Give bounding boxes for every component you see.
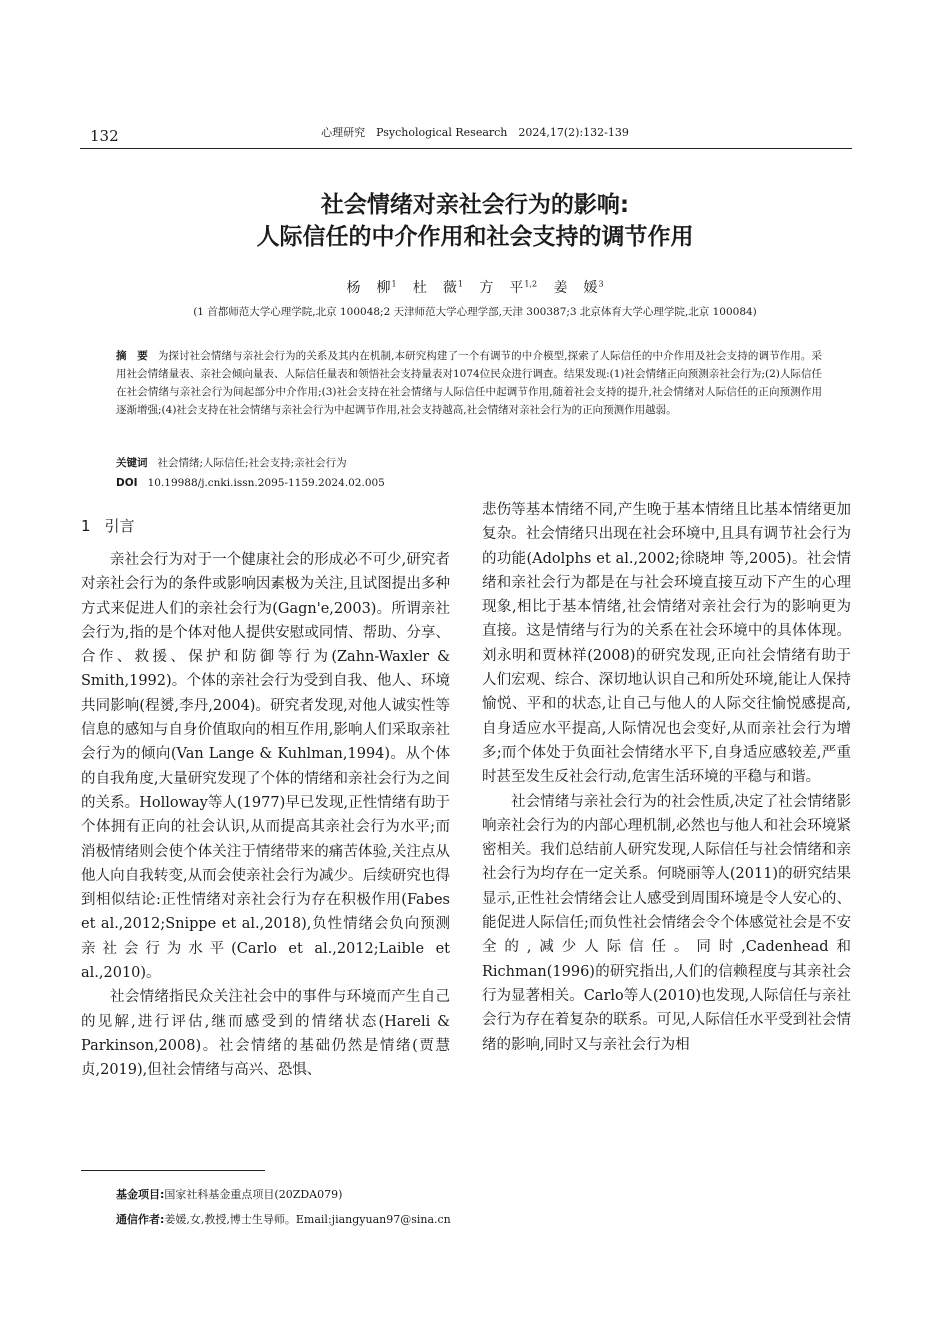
section-number: 1 [81, 517, 91, 535]
title-line-2: 人际信任的中介作用和社会支持的调节作用 [256, 224, 694, 250]
corr-label: 通信作者: [116, 1213, 165, 1226]
abstract-label: 摘 要 [116, 350, 148, 362]
author-name: 杨 柳 [346, 280, 392, 296]
author-name: 杜 薇 [412, 280, 458, 296]
header-rule [80, 148, 852, 149]
paragraph: 社会情绪指民众关注社会中的事件与环境而产生自己的见解,进行评估,继而感受到的情绪状态(Hareli & Parkinson,2008)。社会情绪的基础仍然是情绪(贾慧贞,2019),但社会情绪与高兴、恐惧、 [81, 989, 450, 1079]
footnote-rule [81, 1170, 265, 1171]
fund-text: 国家社科基金重点项目(20ZDA079) [164, 1188, 343, 1201]
corresponding-author-note [116, 1211, 451, 1227]
fund-note [116, 1186, 342, 1202]
keywords-label: 关键词 [116, 457, 148, 469]
affiliations: (1 首都师范大学心理学院,北京 100048;2 天津师范大学心理学部,天津 300387;3 北京体育大学心理学院,北京 100084) [193, 306, 757, 318]
doi-label: DOI [116, 477, 138, 489]
author-list [0, 277, 950, 297]
running-title: 心理研究 Psychological Research 2024,17(2):132-139 [321, 126, 629, 139]
left-column [81, 548, 450, 1083]
paragraph: 亲社会行为对于一个健康社会的形成必不可少,研究者对亲社会行为的条件或影响因素极为关注,且试图提出多种方式来促进人们的亲社会行为(Gagn'e,2003)。所谓亲社会行为,指的是个体对他人提供安慰或同情、帮助、分享、合作、救援、保护和防御等行为(Zahn-Waxler & Smith,1992)。个体的亲社会行为受到自我、他人、环境共同影响(程赟,李丹,2004)。研究者发现,对他人诚实性等信息的感知与自身价值取向的相互作用,影响人们采取亲社会行为的倾向(Van Lange & Kuhlman,1994)。从个体的自我角度,大量研究发现了个体的情绪和亲社会行为之间的关系。Holloway等人(1977)早已发现,正性情绪有助于个体拥有正向的社会认识,从而提高其亲社会行为水平;而消极情绪则会使个体关注于情绪带来的痛苦体验,关注点从他人向自我转变,从而会使亲社会行为减少。后续研究也得到相似结论:正性情绪对亲社会行为存在积极作用(Fabes et al.,2012;Snippe et al.,2018),负性情绪会负向预测亲社会行为水平(Carlo et al.,2012;Laible et al.,2010)。 [81, 552, 450, 982]
right-column [482, 498, 851, 1057]
author-name: 方 平 [479, 280, 525, 296]
paragraph: 社会情绪与亲社会行为的社会性质,决定了社会情绪影响亲社会行为的内部心理机制,必然也与他人和社会环境紧密相关。我们总结前人研究发现,人际信任与社会情绪和亲社会行为均存在一定关系。何晓丽等人(2011)的研究结果显示,正性社会情绪会让人感受到周围环境是令人安心的、能促进人际信任;而负性社会情绪会令个体感觉社会是不安全的,减少人际信任。同时,Cadenhead和Richman(1996)的研究指出,人们的信赖程度与其亲社会行为显著相关。Carlo等人(2010)也发现,人际信任与亲社会行为存在着复杂的联系。可见,人际信任水平受到社会情绪的影响,同时又与亲社会行为相 [482, 793, 851, 1053]
author-affil-mark: 1 [391, 279, 397, 289]
doi [116, 477, 385, 489]
section-title: 引言 [104, 517, 135, 535]
author-affil-mark: 1 [457, 279, 463, 289]
keywords [116, 455, 347, 470]
keywords-text: 社会情绪;人际信任;社会支持;亲社会行为 [157, 457, 347, 469]
title-line-1: 社会情绪对亲社会行为的影响: [320, 192, 630, 218]
page-number: 132 [90, 127, 119, 145]
author-affil-mark: 3 [598, 279, 604, 289]
author-name: 姜 媛 [553, 280, 599, 296]
fund-label: 基金项目: [116, 1188, 165, 1201]
author-affil-mark: 1,2 [524, 279, 538, 289]
section-heading [81, 515, 149, 536]
abstract-text: 为探讨社会情绪与亲社会行为的关系及其内在机制,本研究构建了一个有调节的中介模型,探索了人际信任的中介作用及社会支持的调节作用。采用社会情绪量表、亲社会倾向量表、人际信任量表和领悟社会支持量表对1074位民众进行调查。结果发现:(1)社会情绪正向预测亲社会行为;(2)人际信任在社会情绪与亲社会行为间起部分中介作用;(3)社会支持在社会情绪与人际信任中起调节作用,随着社会支持的提升,社会情绪对人际信任的正向预测作用逐渐增强;(4)社会支持在社会情绪与亲社会行为中起调节作用,社会支持越高,社会情绪对亲社会行为的正向预测作用越弱。 [116, 350, 822, 416]
corr-text: 姜媛,女,教授,博士生导师。Email:jiangyuan97@sina.cn [164, 1213, 451, 1226]
paragraph: 悲伤等基本情绪不同,产生晚于基本情绪且比基本情绪更加复杂。社会情绪只出现在社会环境中,且具有调节社会行为的功能(Adolphs et al.,2002;徐晓坤 等,2005)。社会情绪和亲社会行为都是在与社会环境直接互动下产生的心理现象,相比于基本情绪,社会情绪对亲社会行为的影响更为直接。这是情绪与行为的关系在社会环境中的具体体现。刘永明和贾林祥(2008)的研究发现,正向社会情绪有助于人们宏观、综合、深切地认识自己和所处环境,能让人保持愉悦、平和的状态,让自己与他人的人际交往愉悦感提高,自身适应水平提高,人际情况也会变好,从而亲社会行为增多;而个体处于负面社会情绪水平下,自身适应感较差,严重时甚至发生反社会行动,危害生活环境的平稳与和谐。 [482, 502, 851, 786]
abstract [116, 347, 822, 419]
doi-text: 10.19988/j.cnki.issn.2095-1159.2024.02.005 [147, 477, 385, 489]
